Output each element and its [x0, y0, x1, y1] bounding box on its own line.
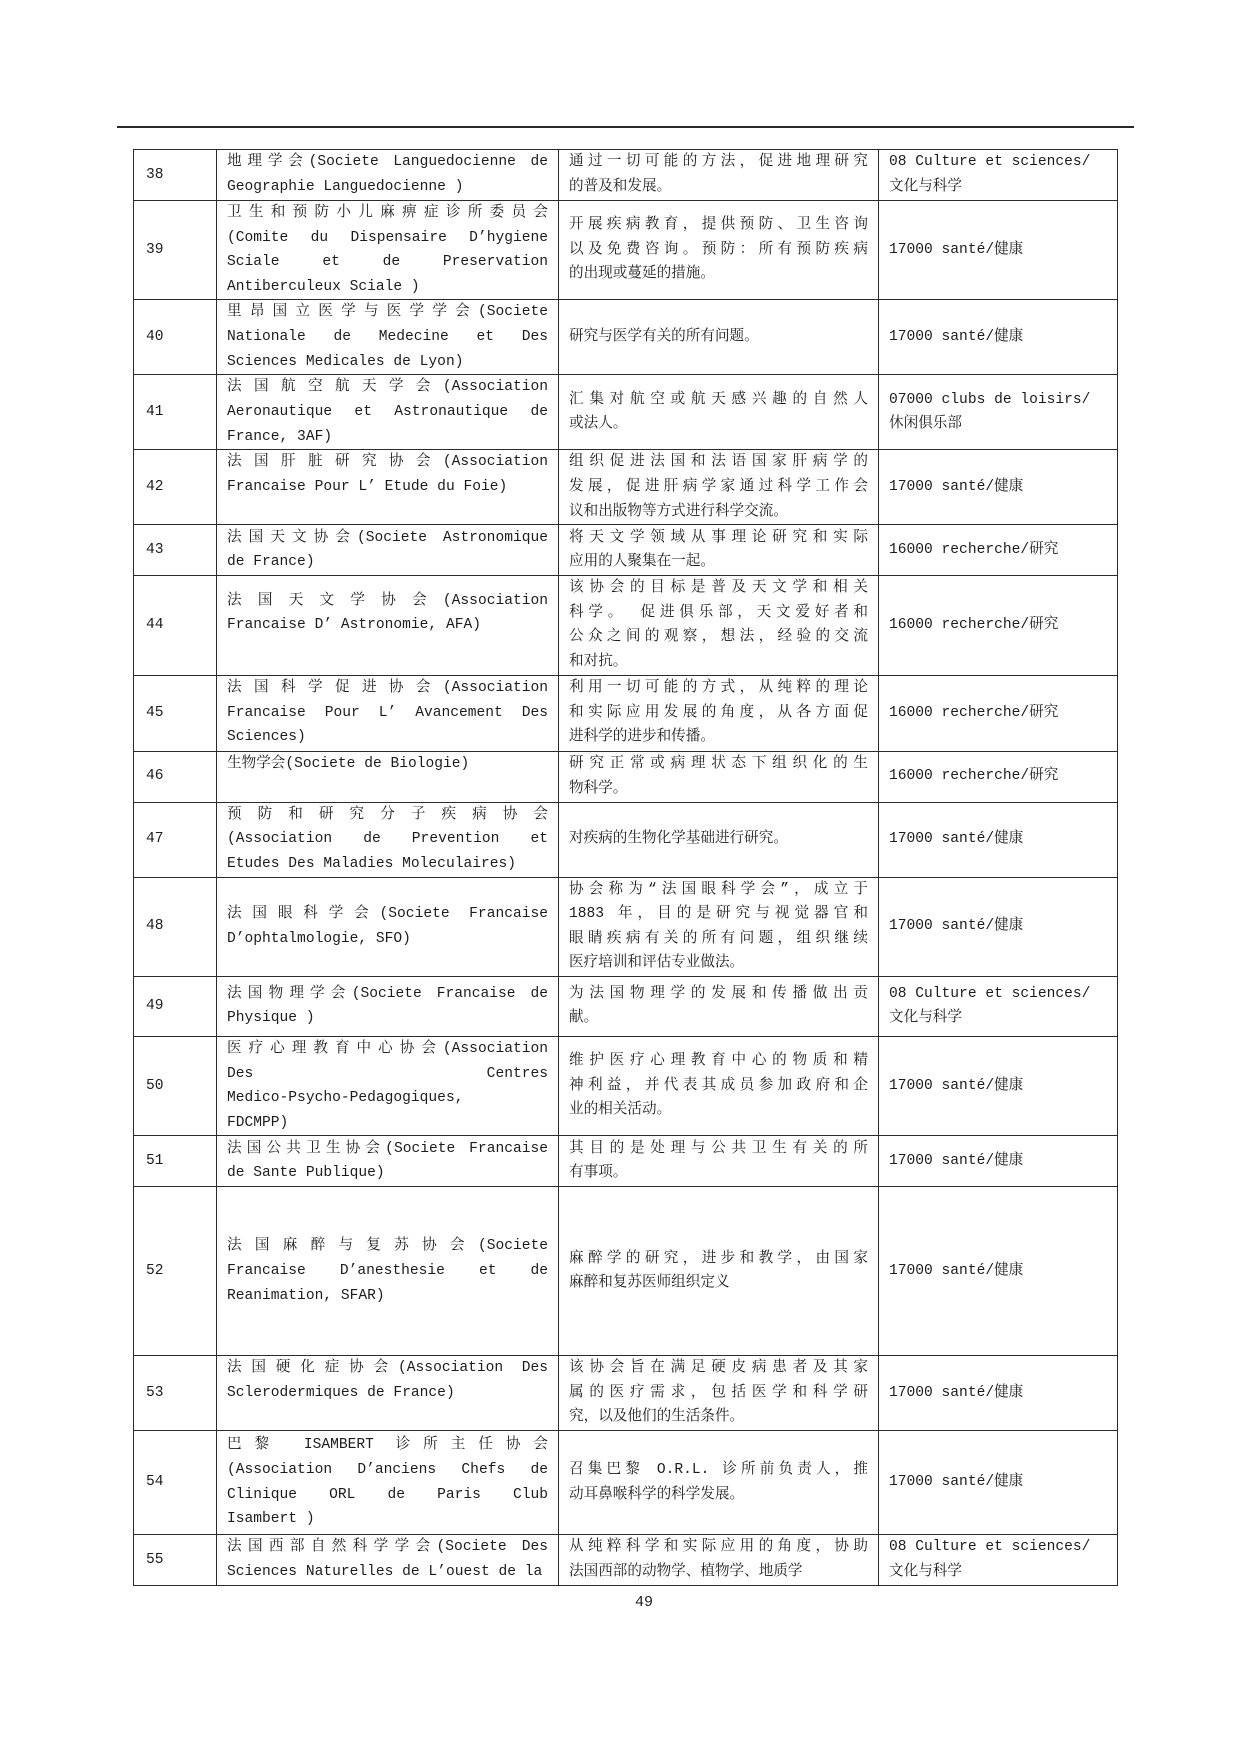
category-line: 文化与科学: [889, 179, 962, 195]
category-cell: [879, 1356, 1118, 1431]
number-cell: [134, 375, 217, 450]
number-cell: [134, 576, 217, 675]
description-line: 将天文学领域从事理论研究和实际: [569, 529, 868, 546]
category-line: 16000 recherche/研究: [889, 704, 1059, 721]
org-name-cell: [217, 1431, 559, 1535]
table-row: [134, 300, 1118, 375]
row-number: 49: [146, 998, 164, 1015]
description-line: 麻醉和复苏医师组织定义: [569, 1275, 730, 1292]
table-row: [134, 1535, 1118, 1586]
number-cell: [134, 1036, 217, 1135]
row-number: 48: [146, 918, 164, 935]
table-body: [134, 150, 1118, 1586]
category-line: 17000 santé/健康: [889, 1077, 1024, 1094]
row-number: 50: [146, 1077, 164, 1094]
description-cell: [559, 375, 879, 450]
table-row: [134, 1136, 1118, 1187]
category-line: 17000 santé/健康: [889, 918, 1024, 935]
org-name-cell: [217, 751, 559, 802]
description-line: 业的相关活动。: [569, 1102, 672, 1119]
org-name-line: 法国科学促进协会(Association: [227, 680, 548, 697]
description-line: 以及免费咨询。预防：所有预防疾病: [569, 241, 868, 258]
table-row: [134, 976, 1118, 1036]
category-line: 08 Culture et sciences/: [889, 154, 1091, 171]
description-line: 发展，促进肝病学家通过科学工作会: [569, 478, 868, 495]
description-line: 法国西部的动物学、植物学、地质学: [569, 1564, 803, 1581]
row-number: 53: [146, 1384, 164, 1401]
org-name-line: Physique ): [227, 1010, 315, 1027]
category-line: 08 Culture et sciences/: [889, 1539, 1091, 1556]
category-line: 17000 santé/健康: [889, 241, 1024, 258]
description-cell: [559, 802, 879, 877]
org-name-line: 地理学会(Societe Languedocienne de: [227, 154, 548, 171]
category-line: 07000 clubs de loisirs/: [889, 391, 1091, 408]
category-line: 17000 santé/健康: [889, 1262, 1024, 1279]
org-name-cell: [217, 1535, 559, 1586]
table-row: [134, 802, 1118, 877]
category-line: 文化与科学: [889, 1010, 962, 1027]
category-cell: [879, 1136, 1118, 1187]
number-cell: [134, 525, 217, 576]
description-line: 动耳鼻喉科学的科学发展。: [569, 1486, 745, 1503]
category-cell: [879, 450, 1118, 525]
category-line: 17000 santé/健康: [889, 1474, 1024, 1491]
org-name-cell: [217, 1136, 559, 1187]
org-name-cell: [217, 1356, 559, 1431]
number-cell: [134, 1136, 217, 1187]
number-cell: [134, 751, 217, 802]
description-line: 维护医疗心理教育中心的物质和精: [569, 1053, 868, 1070]
category-cell: [879, 751, 1118, 802]
category-cell: [879, 675, 1118, 751]
number-cell: [134, 802, 217, 877]
org-name-line: 法国硬化症协会(Association Des: [227, 1360, 548, 1377]
category-cell: [879, 525, 1118, 576]
org-name-line: 巴黎 ISAMBERT 诊所主任协会: [227, 1437, 548, 1454]
table-row: [134, 525, 1118, 576]
description-line: 科学。 促进俱乐部，天文爱好者和: [569, 604, 868, 621]
org-name-cell: [217, 450, 559, 525]
org-name-line: de Sante Publique): [227, 1165, 385, 1182]
org-name-line: Des Centres: [227, 1065, 548, 1082]
org-name-cell: [217, 201, 559, 300]
table-row: [134, 150, 1118, 201]
row-number: 45: [146, 704, 164, 721]
org-name-line: 法国天文学协会(Association: [227, 592, 548, 609]
org-name-line: 卫生和预防小儿麻痹症诊所委员会: [227, 205, 548, 221]
org-name-line: de France): [227, 554, 315, 571]
description-line: 或法人。: [569, 416, 628, 433]
org-name-line: 里昂国立医学与医学学会(Societe: [227, 304, 548, 321]
description-line: 议和出版物等方式进行科学交流。: [569, 503, 788, 520]
row-number: 41: [146, 404, 164, 421]
description-line: 和实际应用发展的角度，从各方面促: [569, 704, 868, 721]
number-cell: [134, 877, 217, 976]
category-line: 休闲俱乐部: [889, 416, 962, 433]
description-line: 召集巴黎 O.R.L. 诊所前负责人，推: [569, 1461, 868, 1478]
description-cell: [559, 976, 879, 1036]
description-line: 通过一切可能的方法，促进地理研究: [569, 154, 868, 171]
org-name-cell: [217, 375, 559, 450]
row-number: 38: [146, 166, 164, 183]
category-cell: [879, 576, 1118, 675]
org-name-line: Sclerodermiques de France): [227, 1384, 455, 1401]
org-name-line: Sciences Medicales de Lyon): [227, 353, 464, 370]
category-line: 17000 santé/健康: [889, 1384, 1024, 1401]
table-row: [134, 1187, 1118, 1356]
row-number: 44: [146, 617, 164, 634]
row-number: 46: [146, 768, 164, 785]
category-cell: [879, 150, 1118, 201]
org-name-line: Francaise D’ Astronomie, AFA): [227, 617, 481, 634]
org-name-cell: [217, 300, 559, 375]
description-cell: [559, 300, 879, 375]
number-cell: [134, 1187, 217, 1356]
description-cell: [559, 751, 879, 802]
category-cell: [879, 877, 1118, 976]
row-number: 51: [146, 1152, 164, 1169]
org-name-cell: [217, 1036, 559, 1135]
number-cell: [134, 1535, 217, 1586]
description-line: 麻醉学的研究，进步和教学，由国家: [569, 1250, 868, 1267]
description-line: 汇集对航空或航天感兴趣的自然人: [569, 391, 868, 408]
org-name-line: Clinique ORL de Paris Club: [227, 1486, 548, 1503]
category-cell: [879, 1535, 1118, 1586]
category-line: 17000 santé/健康: [889, 1152, 1024, 1169]
category-cell: [879, 1187, 1118, 1356]
description-line: 医疗培训和评估专业做法。: [569, 955, 745, 972]
description-cell: [559, 1187, 879, 1356]
number-cell: [134, 675, 217, 751]
category-cell: [879, 1036, 1118, 1135]
header-rule: [117, 126, 1134, 128]
page-number: 49: [634, 1594, 653, 1611]
description-line: 进科学的进步和传播。: [569, 729, 715, 746]
category-cell: [879, 300, 1118, 375]
description-line: 的出现或蔓延的措施。: [569, 266, 715, 283]
org-name-line: (Association D’anciens Chefs de: [227, 1461, 548, 1478]
description-line: 应用的人聚集在一起。: [569, 554, 715, 571]
description-cell: [559, 576, 879, 675]
description-cell: [559, 1356, 879, 1431]
description-line: 献。: [569, 1010, 599, 1027]
number-cell: [134, 1431, 217, 1535]
description-line: 眼睛疾病有关的所有问题，组织继续: [569, 930, 868, 947]
org-name-line: 法国公共卫生协会(Societe Francaise: [227, 1140, 548, 1157]
org-name-line: 预防和研究分子疾病协会: [227, 806, 548, 823]
org-name-line: Sciences): [227, 729, 306, 746]
table-row: [134, 1431, 1118, 1535]
description-cell: [559, 150, 879, 201]
description-line: 其目的是处理与公共卫生有关的所: [569, 1140, 868, 1157]
org-name-line: 生物学会(Societe de Biologie): [227, 755, 470, 772]
description-cell: [559, 1036, 879, 1135]
org-name-line: Francaise D’anesthesie et de: [227, 1262, 548, 1279]
description-cell: [559, 877, 879, 976]
description-line: 开展疾病教育，提供预防、卫生咨询: [569, 217, 868, 234]
table-row: [134, 201, 1118, 300]
description-line: 利用一切可能的方式，从纯粹的理论: [569, 680, 868, 697]
org-name-cell: [217, 150, 559, 201]
org-name-cell: [217, 802, 559, 877]
description-line: 物科学。: [569, 780, 628, 797]
category-line: 16000 recherche/研究: [889, 617, 1059, 634]
table-row: [134, 375, 1118, 450]
description-line: 神利益，并代表其成员参加政府和企: [569, 1077, 868, 1094]
description-cell: [559, 675, 879, 751]
org-name-line: 法国天文协会(Societe Astronomique: [227, 529, 548, 546]
org-name-line: Antiberculeux Sciale ): [227, 278, 420, 295]
org-name-line: Medico-Psycho-Pedagogiques,: [227, 1090, 464, 1107]
description-line: 对疾病的生物化学基础进行研究。: [569, 831, 788, 848]
table-row: [134, 1036, 1118, 1135]
description-line: 和对抗。: [569, 653, 628, 670]
org-name-line: 法国西部自然科学学会(Societe Des: [227, 1539, 548, 1556]
org-name-line: (Association de Prevention et: [227, 831, 548, 848]
org-name-line: Etudes Des Maladies Moleculaires): [227, 855, 517, 872]
org-name-line: 法国航空航天学会(Association: [227, 379, 548, 396]
number-cell: [134, 450, 217, 525]
category-line: 17000 santé/健康: [889, 478, 1024, 495]
category-line: 17000 santé/健康: [889, 831, 1024, 848]
org-name-cell: [217, 976, 559, 1036]
description-cell: [559, 1136, 879, 1187]
org-name-line: 法国眼科学会(Societe Francaise: [227, 906, 548, 923]
row-number: 43: [146, 541, 164, 558]
org-name-line: Nationale de Medecine et Des: [227, 329, 548, 346]
org-name-cell: [217, 675, 559, 751]
category-line: 16000 recherche/研究: [889, 768, 1059, 785]
description-line: 协会称为“法国眼科学会”，成立于: [569, 881, 868, 898]
description-line: 究，以及他们的生活条件。: [569, 1409, 745, 1426]
description-cell: [559, 525, 879, 576]
description-cell: [559, 1535, 879, 1586]
org-name-line: 法国麻醉与复苏协会(Societe: [227, 1238, 548, 1255]
table-row: [134, 1356, 1118, 1431]
number-cell: [134, 976, 217, 1036]
row-number: 39: [146, 241, 164, 258]
org-name-line: FDCMPP): [227, 1114, 289, 1131]
description-line: 有事项。: [569, 1165, 628, 1182]
org-name-cell: [217, 525, 559, 576]
org-name-line: France, 3AF): [227, 428, 333, 445]
row-number: 52: [146, 1262, 164, 1279]
category-cell: [879, 375, 1118, 450]
table-row: [134, 751, 1118, 802]
org-name-cell: [217, 576, 559, 675]
org-name-line: D’ophtalmologie, SFO): [227, 930, 411, 947]
category-cell: [879, 802, 1118, 877]
category-line: 08 Culture et sciences/: [889, 985, 1091, 1002]
org-name-cell: [217, 1187, 559, 1356]
org-name-line: Sciale et de Preservation: [227, 254, 548, 271]
description-line: 公众之间的观察，想法，经验的交流: [569, 629, 868, 646]
table-row: [134, 576, 1118, 675]
org-name-line: 法国物理学会(Societe Francaise de: [227, 985, 548, 1002]
organizations-table: [133, 149, 1118, 1586]
number-cell: [134, 150, 217, 201]
description-cell: [559, 201, 879, 300]
category-cell: [879, 1431, 1118, 1535]
description-cell: [559, 1431, 879, 1535]
table-row: [134, 450, 1118, 525]
org-name-line: 法国肝脏研究协会(Association: [227, 454, 548, 471]
org-name-line: Geographie Languedocienne ): [227, 179, 464, 195]
description-line: 1883 年，目的是研究与视觉器官和: [569, 906, 868, 923]
org-name-line: Reanimation, SFAR): [227, 1287, 385, 1304]
row-number: 42: [146, 478, 164, 495]
description-line: 该协会的目标是普及天文学和相关: [569, 580, 868, 597]
description-line: 研究与医学有关的所有问题。: [569, 329, 759, 346]
description-line: 从纯粹科学和实际应用的角度，协助: [569, 1539, 868, 1556]
description-cell: [559, 450, 879, 525]
description-line: 属的医疗需求，包括医学和科学研: [569, 1384, 868, 1401]
table-row: [134, 675, 1118, 751]
number-cell: [134, 300, 217, 375]
category-line: 17000 santé/健康: [889, 329, 1024, 346]
row-number: 40: [146, 329, 164, 346]
description-line: 研究正常或病理状态下组织化的生: [569, 755, 868, 772]
table-row: [134, 877, 1118, 976]
org-name-line: Isambert ): [227, 1511, 315, 1528]
row-number: 47: [146, 831, 164, 848]
category-cell: [879, 976, 1118, 1036]
category-line: 文化与科学: [889, 1564, 962, 1581]
row-number: 54: [146, 1474, 164, 1491]
org-name-line: Francaise Pour L’ Etude du Foie): [227, 478, 508, 495]
org-name-line: Francaise Pour L’ Avancement Des: [227, 704, 548, 721]
org-name-line: Aeronautique et Astronautique de: [227, 404, 548, 421]
org-name-line: 医疗心理教育中心协会(Association: [227, 1040, 548, 1057]
category-line: 16000 recherche/研究: [889, 541, 1059, 558]
number-cell: [134, 1356, 217, 1431]
number-cell: [134, 201, 217, 300]
description-line: 为法国物理学的发展和传播做出贡: [569, 985, 868, 1002]
description-line: 组织促进法国和法语国家肝病学的: [569, 454, 868, 471]
category-cell: [879, 201, 1118, 300]
description-line: 的普及和发展。: [569, 179, 672, 195]
org-name-cell: [217, 877, 559, 976]
org-name-line: Sciences Naturelles de L’ouest de la: [227, 1564, 543, 1581]
row-number: 55: [146, 1551, 164, 1568]
org-name-line: (Comite du Dispensaire D’hygiene: [227, 229, 548, 246]
description-line: 该协会旨在满足硬皮病患者及其家: [569, 1360, 868, 1377]
